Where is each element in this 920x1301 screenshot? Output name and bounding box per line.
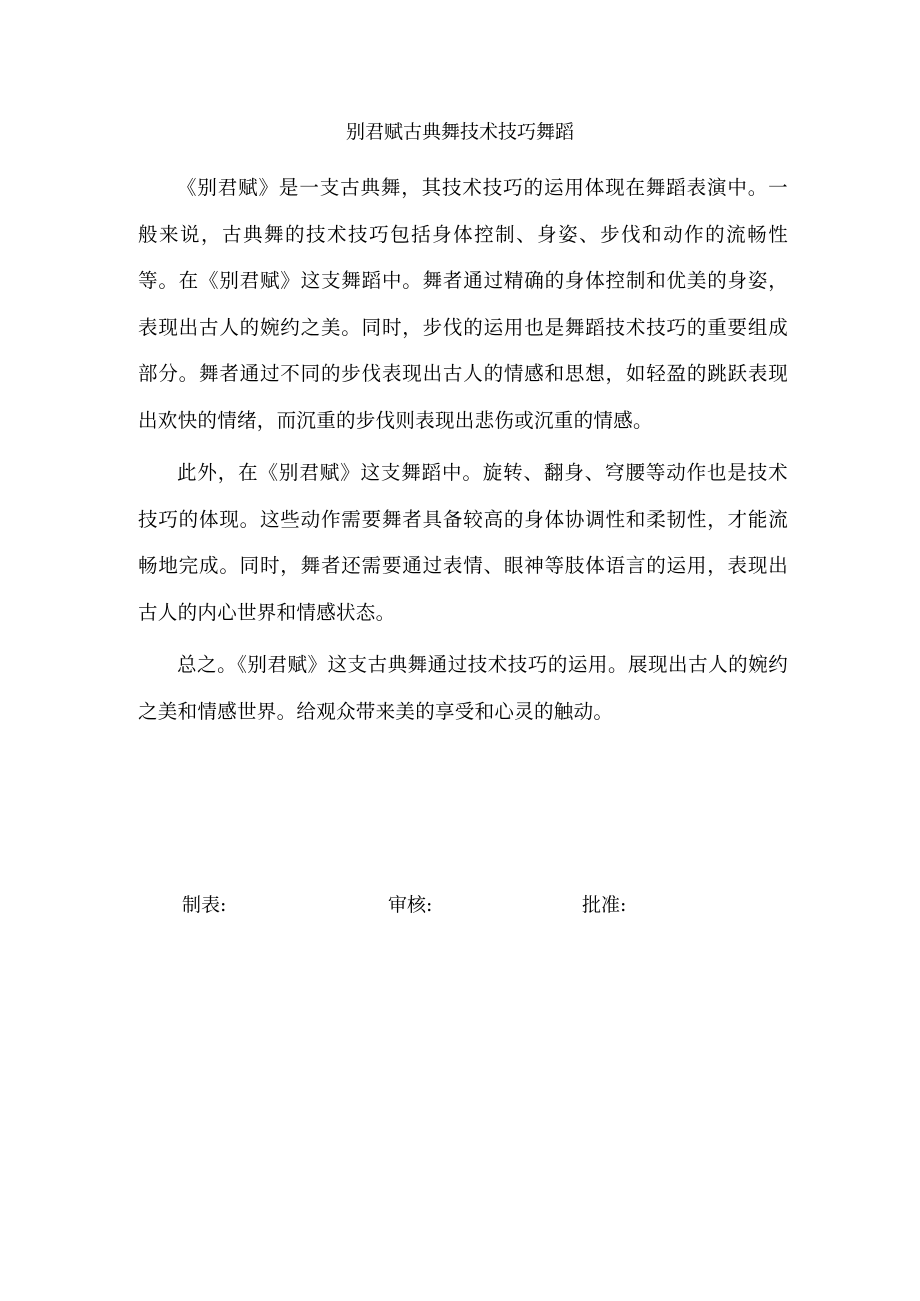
document-title: 别君赋古典舞技术技巧舞蹈 xyxy=(345,121,574,143)
paragraph-3: 总之。《别君赋》这支古典舞通过技术技巧的运用。展现出古人的婉约之美和情感世界。给观众带来美的享受和心灵的触动。 xyxy=(138,653,788,723)
paragraph-2: 此外，在《别君赋》这支舞蹈中。旋转、翻身、穹腰等动作也是技术技巧的体现。这些动作需要舞者具备较高的身体协调性和柔韧性，才能流畅地完成。同时，舞者还需要通过表情、眼神等肢体语言的运用，表现出古人的内心世界和情感状态。 xyxy=(138,461,788,624)
paragraph-1: 《别君赋》是一支古典舞，其技术技巧的运用体现在舞蹈表演中。一般来说，古典舞的技术技巧包括身体控制、身姿、步伐和动作的流畅性等。在《别君赋》这支舞蹈中。舞者通过精确的身体控制和优美的身姿，表现出古人的婉约之美。同时，步伐的运用也是舞蹈技术技巧的重要组成部分。舞者通过不同的步伐表现出古人的情感和思想，如轻盈的跳跃表现出欢快的情绪，而沉重的步伐则表现出悲伤或沉重的情感。 xyxy=(138,176,788,432)
approved-by-label: 批准: xyxy=(582,894,627,916)
document-body xyxy=(138,165,788,741)
prepared-by-label: 制表: xyxy=(182,894,227,916)
signature-row xyxy=(0,890,920,920)
reviewed-by-label: 审核: xyxy=(388,894,433,916)
